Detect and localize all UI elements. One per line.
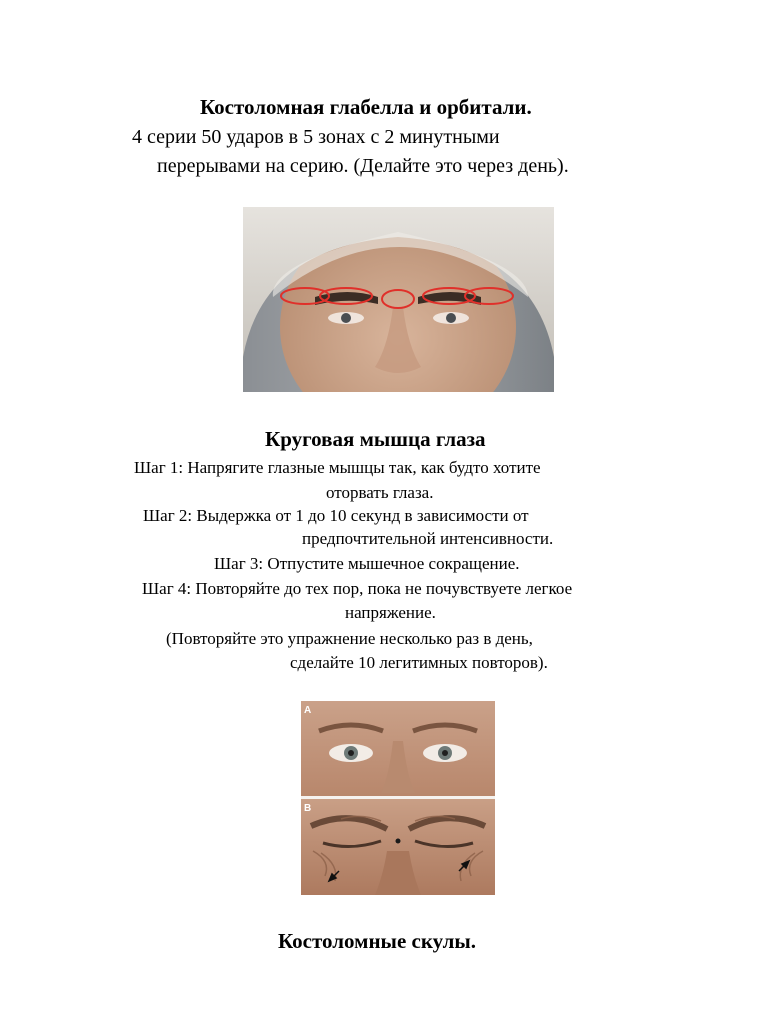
note-line-1: (Повторяйте это упражнение несколько раз в день,: [166, 629, 533, 648]
step-4-line-1: Шаг 4: Повторяйте до тех пор, пока не почувствуете легкое: [142, 579, 573, 598]
section-title-orbicularis: Круговая мышца глаза: [265, 427, 486, 451]
note-line-2: сделайте 10 легитимных повторов).: [290, 653, 548, 672]
orbicularis-photo: [301, 701, 495, 895]
section-text-line: 4 серии 50 ударов в 5 зонах с 2 минутными: [132, 126, 500, 148]
step-3-line: Шаг 3: Отпустите мышечное сокращение.: [214, 554, 520, 573]
glabella-photo: [243, 207, 554, 392]
step-4-line-2: напряжение.: [345, 603, 436, 622]
step-2-line-2: предпочтительной интенсивности.: [302, 529, 554, 548]
section-text-line: перерывами на серию. (Делайте это через день).: [157, 155, 569, 177]
step-2-line-1: Шаг 2: Выдержка от 1 до 10 секунд в зависимости от: [143, 506, 529, 525]
step-1-line-1: Шаг 1: Напрягите глазные мышцы так, как будто хотите: [134, 458, 541, 477]
step-1-line-2: оторвать глаза.: [326, 483, 434, 502]
panel-label-b: B: [304, 803, 312, 814]
section-title-glabella: Костоломная глабелла и орбитали.: [200, 95, 532, 119]
section-title-cheekbones: Костоломные скулы.: [278, 929, 477, 953]
panel-label-a: A: [304, 705, 312, 716]
